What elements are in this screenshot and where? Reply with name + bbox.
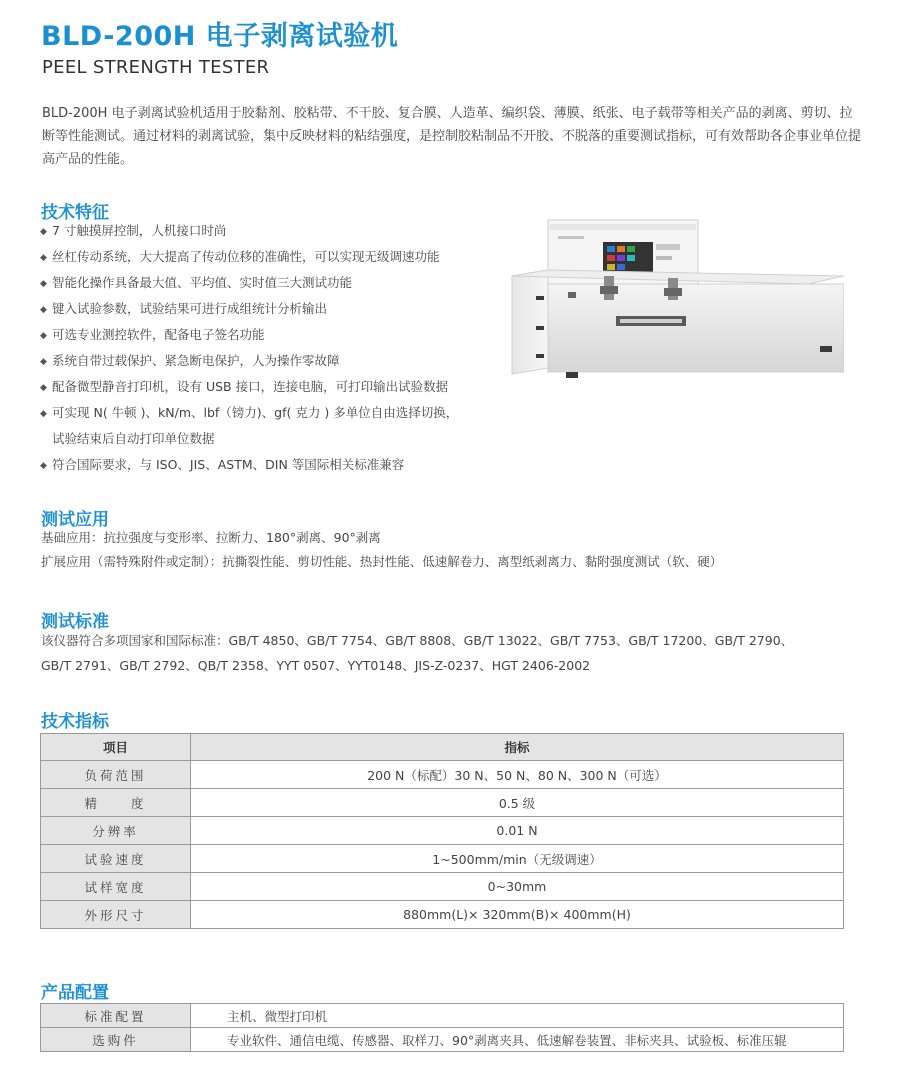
table-row <box>41 901 844 929</box>
applications-extended: 扩展应用（需特殊附件或定制）：抗撕裂性能、剪切性能、热封性能、低速解卷力、离型纸剥离力、黏附强度测试（软、硬） <box>41 554 723 569</box>
spec-label: 外形尺寸 <box>41 901 191 929</box>
spec-value: 200 N（标配）30 N、50 N、80 N、300 N（可选） <box>191 761 844 789</box>
bullet-icon: ◆ <box>40 253 47 263</box>
spec-label: 试验速度 <box>41 845 191 873</box>
feature-item: ◆ 可实现 N( 牛顿 )、kN/m、lbf（镑力)、gf( 克力 ) 多单位自由选择切换， <box>40 400 520 426</box>
config-heading: 产品配置 <box>41 983 109 1003</box>
page-title: BLD-200H 电子剥离试验机 <box>41 21 399 52</box>
bullet-icon: ◆ <box>40 409 47 419</box>
features-heading: 技术特征 <box>41 203 109 223</box>
bullet-icon: ◆ <box>40 331 47 341</box>
config-table <box>40 1003 844 1052</box>
feature-item: ◆ 配备微型静音打印机，设有 USB 接口，连接电脑，可打印输出试验数据 <box>40 374 520 400</box>
specs-table <box>40 733 844 929</box>
intro-paragraph: BLD-200H 电子剥离试验机适用于胶黏剂、胶粘带、不干胶、复合膜、人造革、编织袋、薄膜、纸张、电子载带等相关产品的剥离、剪切、拉断等性能测试。通过材料的剥离试验，集中反映材料的粘结强度，是控制胶粘制品不开胶、不脱落的重要测试指标，可有效帮助各企事业单位提高产品的性能。 <box>42 106 862 167</box>
bullet-icon: ◆ <box>40 383 47 393</box>
table-row <box>41 1004 844 1028</box>
standards-heading: 测试标准 <box>41 612 109 632</box>
spec-value: 0.5 级 <box>191 789 844 817</box>
feature-item: ◆ 7 寸触摸屏控制，人机接口时尚 <box>40 218 520 244</box>
peel-tester-machine-image <box>508 216 844 382</box>
config-label: 标准配置 <box>41 1004 191 1028</box>
bullet-icon: ◆ <box>40 279 47 289</box>
spec-label: 负荷范围 <box>41 761 191 789</box>
feature-item: ◆ 丝杠传动系统，大大提高了传动位移的准确性，可以实现无级调速功能 <box>40 244 520 270</box>
table-row <box>41 873 844 901</box>
feature-item-continued: 试验结束后自动打印单位数据 <box>52 431 215 446</box>
table-row <box>41 1028 844 1052</box>
spec-label: 精 度 <box>41 789 191 817</box>
column-header-value: 指标 <box>191 734 844 761</box>
table-row <box>41 789 844 817</box>
features-list <box>40 218 520 478</box>
config-value: 主机、微型打印机 <box>191 1004 844 1028</box>
bullet-icon: ◆ <box>40 357 47 367</box>
bullet-icon: ◆ <box>40 227 47 237</box>
feature-item: ◆ 符合国际要求，与 ISO、JIS、ASTM、DIN 等国际相关标准兼容 <box>40 452 520 478</box>
bullet-icon: ◆ <box>40 305 47 315</box>
table-header-row <box>41 734 844 761</box>
config-label: 选购件 <box>41 1028 191 1052</box>
spec-value: 0.01 N <box>191 817 844 845</box>
table-row <box>41 761 844 789</box>
spec-value: 0~30mm <box>191 873 844 901</box>
applications-basic: 基础应用：抗拉强度与变形率、拉断力、180°剥离、90°剥离 <box>41 530 381 545</box>
config-value: 专业软件、通信电缆、传感器、取样刀、90°剥离夹具、低速解卷装置、非标夹具、试验板、标准压辊 <box>191 1028 844 1052</box>
table-row <box>41 845 844 873</box>
spec-label: 分辨率 <box>41 817 191 845</box>
spec-value: 880mm(L)× 320mm(B)× 400mm(H) <box>191 901 844 929</box>
bullet-icon: ◆ <box>40 461 47 471</box>
specs-heading: 技术指标 <box>41 712 109 732</box>
page-subtitle: PEEL STRENGTH TESTER <box>42 57 270 78</box>
spec-value: 1~500mm/min（无级调速） <box>191 845 844 873</box>
column-header-item: 项目 <box>41 734 191 761</box>
table-row <box>41 817 844 845</box>
applications-heading: 测试应用 <box>41 510 109 530</box>
standards-line-2: GB/T 2791、GB/T 2792、QB/T 2358、YYT 0507、YYT0148、JIS-Z-0237、HGT 2406-2002 <box>41 658 591 673</box>
spec-label: 试样宽度 <box>41 873 191 901</box>
feature-item: ◆ 智能化操作具备最大值、平均值、实时值三大测试功能 <box>40 270 520 296</box>
feature-item: ◆ 可选专业测控软件，配备电子签名功能 <box>40 322 520 348</box>
feature-item: ◆ 系统自带过载保护、紧急断电保护，人为操作零故障 <box>40 348 520 374</box>
feature-item: ◆ 键入试验参数，试验结果可进行成组统计分析输出 <box>40 296 520 322</box>
standards-line-1: 该仪器符合多项国家和国际标准：GB/T 4850、GB/T 7754、GB/T 8808、GB/T 13022、GB/T 7753、GB/T 17200、GB/T 2790、 <box>41 633 794 648</box>
